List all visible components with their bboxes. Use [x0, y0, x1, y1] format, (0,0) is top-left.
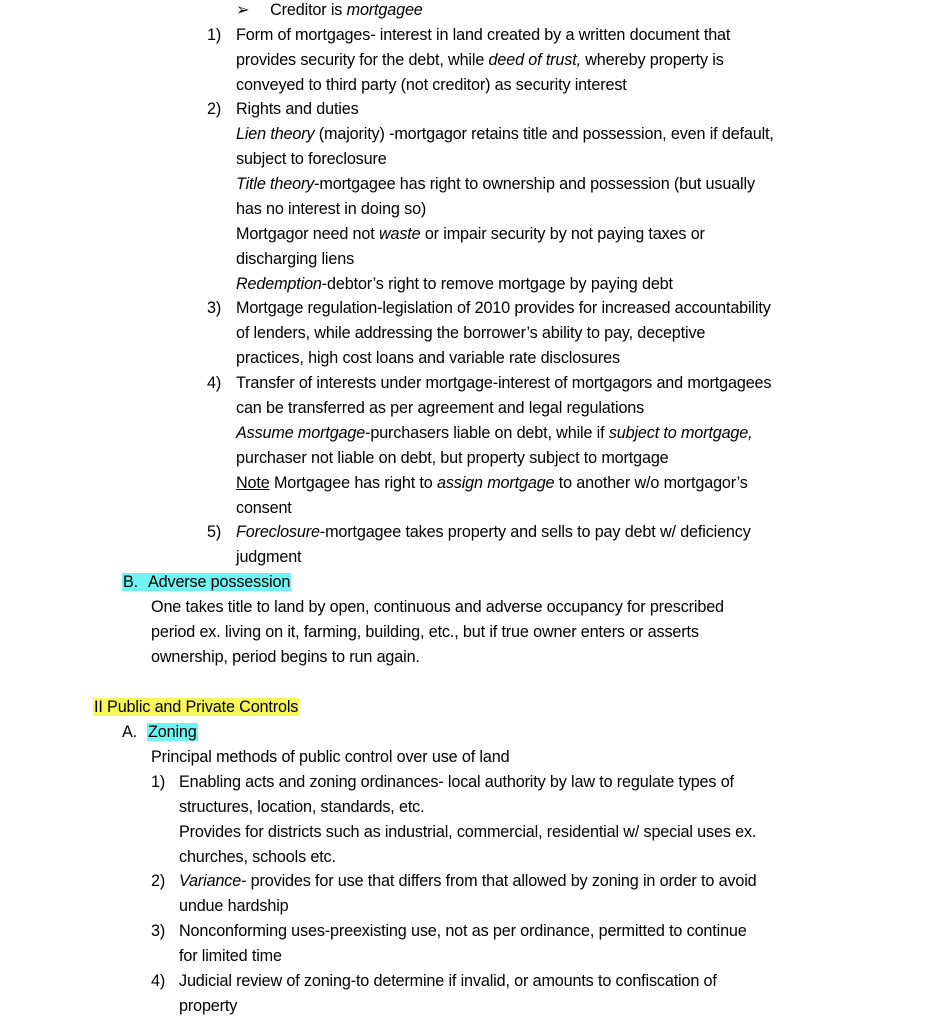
list-item-line: Lien theory (majority) -mortgagor retains title and possession, even if default, — [236, 125, 774, 143]
list-item-line: Judicial review of zoning-to determine if invalid, or amounts to confiscation of — [179, 972, 717, 990]
list-item-line: structures, location, standards, etc. — [179, 798, 425, 816]
list-item-line: Title theory-mortgagee has right to ownership and possession (but usually — [236, 175, 755, 193]
list-item-line: Rights and duties — [236, 100, 359, 118]
list-item-line: Mortgagor need not waste or impair security by not paying taxes or — [236, 225, 705, 243]
paragraph-line: ownership, period begins to run again. — [151, 648, 420, 666]
list-item-line: provides security for the debt, while deed of trust, whereby property is — [236, 51, 724, 69]
list-item-line: purchaser not liable on debt, but property subject to mortgage — [236, 449, 669, 467]
list-number: 3) — [207, 299, 222, 317]
list-item-line: property — [179, 997, 238, 1015]
list-number: 1) — [207, 26, 222, 44]
creditor-line: ➢ Creditor is mortgagee — [236, 1, 423, 19]
list-item-line: has no interest in doing so) — [236, 200, 427, 218]
list-item-line: Variance- provides for use that differs from that allowed by zoning in order to avoid — [179, 872, 757, 890]
list-item-line: practices, high cost loans and variable rate disclosures — [236, 349, 620, 367]
paragraph-line: Principal methods of public control over use of land — [151, 748, 510, 766]
list-item-line: churches, schools etc. — [179, 848, 336, 866]
list-item-line: consent — [236, 499, 292, 517]
list-item-line: Form of mortgages- interest in land created by a written document that — [236, 26, 731, 44]
list-number: 4) — [151, 972, 166, 990]
list-item-line: Redemption-debtor’s right to remove mortgage by paying debt — [236, 275, 673, 293]
list-item-line: discharging liens — [236, 250, 355, 268]
list-number: 2) — [207, 100, 222, 118]
list-item-line: Nonconforming uses-preexisting use, not as per ordinance, permitted to continue — [179, 922, 747, 940]
list-item-line: for limited time — [179, 947, 282, 965]
list-item-line: Foreclosure-mortgagee takes property and sells to pay debt w/ deficiency — [236, 523, 751, 541]
paragraph-line: One takes title to land by open, continuous and adverse occupancy for prescribed — [151, 598, 724, 616]
list-item-line: Note Mortgagee has right to assign mortgage to another w/o mortgagor’s — [236, 474, 748, 492]
list-item-line: conveyed to third party (not creditor) as security interest — [236, 76, 627, 94]
list-number: 2) — [151, 872, 166, 890]
list-item-line: Enabling acts and zoning ordinances- local authority by law to regulate types of — [179, 773, 734, 791]
list-item-line: can be transferred as per agreement and legal regulations — [236, 399, 645, 417]
list-number: 1) — [151, 773, 166, 791]
list-number: 3) — [151, 922, 166, 940]
arrow-bullet-icon: ➢ — [236, 1, 250, 19]
list-item-line: Mortgage regulation-legislation of 2010 provides for increased accountability — [236, 299, 771, 317]
section-heading-zoning: A. Zoning — [122, 723, 197, 741]
list-item-line: Provides for districts such as industrial, commercial, residential w/ special uses ex. — [179, 823, 757, 841]
section-heading-adverse-possession: B. Adverse possession — [123, 573, 291, 591]
list-number: 5) — [207, 523, 222, 541]
list-item-line: judgment — [236, 548, 302, 566]
list-item-line: of lenders, while addressing the borrower’s ability to pay, deceptive — [236, 324, 706, 342]
list-item-line: subject to foreclosure — [236, 150, 387, 168]
list-item-line: Transfer of interests under mortgage-interest of mortgagors and mortgagees — [236, 374, 772, 392]
paragraph-line: period ex. living on it, farming, building, etc., but if true owner enters or asserts — [151, 623, 699, 641]
list-number: 4) — [207, 374, 222, 392]
list-item-line: undue hardship — [179, 897, 289, 915]
list-item-line: Assume mortgage-purchasers liable on debt, while if subject to mortgage, — [236, 424, 753, 442]
section-heading-public-private-controls: II Public and Private Controls — [94, 698, 299, 716]
